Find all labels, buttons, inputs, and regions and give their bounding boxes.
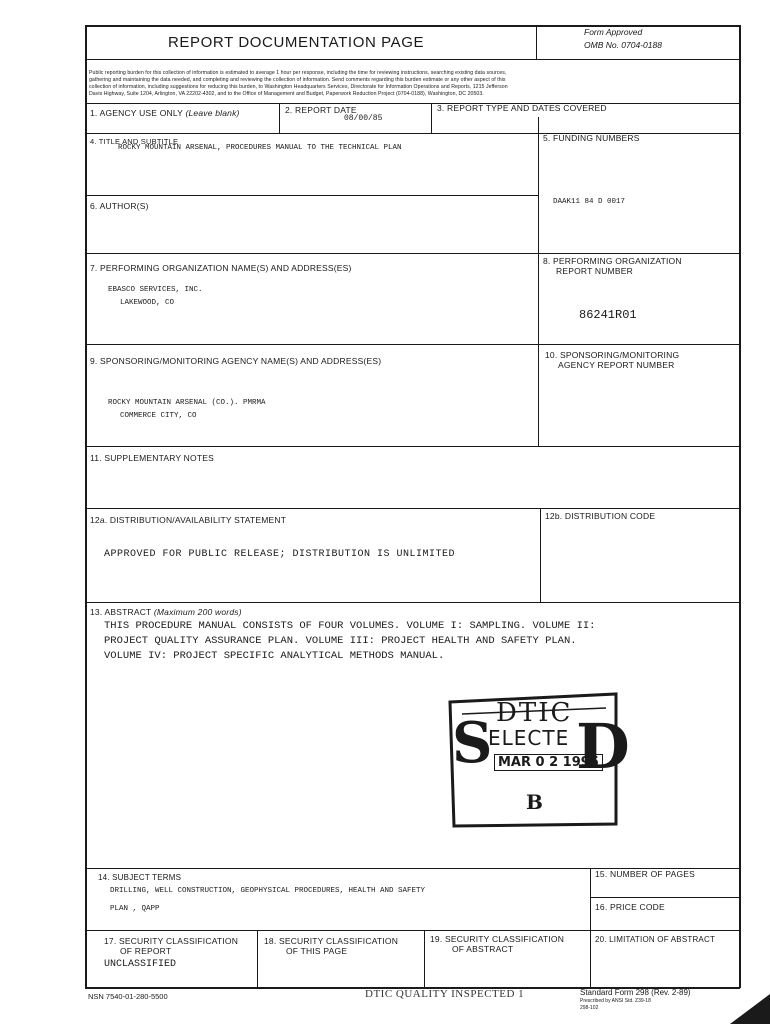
header-divider (85, 59, 740, 60)
sponsoring-report-label-2: AGENCY REPORT NUMBER (558, 360, 675, 370)
dtic-stamp (448, 690, 630, 830)
title-subtitle-value: ROCKY MOUNTAIN ARSENAL, PROCEDURES MANUAL TO THE TECHNICAL PLAN (118, 144, 402, 152)
standard-form: Standard Form 298 (Rev. 2-89) (580, 988, 691, 997)
dtic-quality-stamp: DTIC QUALITY INSPECTED 1 (365, 988, 525, 1000)
header-vert (536, 25, 537, 59)
performing-org-line2: LAKEWOOD, CO (120, 299, 175, 307)
security-page-label-2: OF THIS PAGE (286, 946, 348, 956)
prescribed-by: Prescribed by ANSI Std. Z39-18 (580, 998, 651, 1004)
sponsoring-agency-line2: COMMERCE CITY, CO (120, 412, 197, 420)
nsn-number: NSN 7540-01-280-5500 (88, 992, 168, 1001)
report-date-value: 08/00/85 (344, 114, 383, 123)
abstract-line-3: VOLUME IV: PROJECT SPECIFIC ANALYTICAL METHODS MANUAL. (104, 650, 445, 662)
price-code-label: 16. PRICE CODE (595, 902, 665, 912)
performing-report-label-1: 8. PERFORMING ORGANIZATION (543, 256, 682, 266)
security-abstract-label-2: OF ABSTRACT (452, 944, 514, 954)
abstract-line-1: THIS PROCEDURE MANUAL CONSISTS OF FOUR VOLUMES. VOLUME I: SAMPLING. VOLUME II: (104, 620, 596, 632)
subject-terms-label: 14. SUBJECT TERMS (98, 873, 182, 882)
report-date-label: 2. REPORT DATE (285, 105, 357, 115)
corner-artifact (730, 994, 770, 1024)
performing-org-line1: EBASCO SERVICES, INC. (108, 286, 203, 294)
form-code: 298-102 (580, 1005, 599, 1011)
stamp-bottom-letter: B (526, 790, 543, 814)
stamp-right-letter: D (576, 710, 630, 783)
performing-org-label: 7. PERFORMING ORGANIZATION NAME(S) AND ADDRESS(ES) (90, 263, 352, 273)
supplementary-notes-label: 11. SUPPLEMENTARY NOTES (90, 453, 214, 463)
subject-terms-line1: DRILLING, WELL CONSTRUCTION, GEOPHYSICAL PROCEDURES, HEALTH AND SAFETY (110, 887, 426, 895)
distribution-code-label: 12b. DISTRIBUTION CODE (545, 511, 656, 521)
security-abstract-label-1: 19. SECURITY CLASSIFICATION (430, 934, 565, 944)
performing-report-number: 86241R01 (579, 308, 637, 322)
abstract-line-2: PROJECT QUALITY ASSURANCE PLAN. VOLUME III: PROJECT HEALTH AND SAFETY PLAN. (104, 635, 577, 647)
agency-use-label: 1. AGENCY USE ONLY (Leave blank) (90, 108, 240, 118)
security-report-value: UNCLASSIFIED (104, 959, 177, 970)
form-approved-label: Form Approved (584, 27, 643, 37)
stamp-left-letter: S (452, 710, 493, 776)
limitation-abstract-label: 20. LIMITATION OF ABSTRACT (595, 935, 716, 944)
page-title: REPORT DOCUMENTATION PAGE (168, 34, 425, 51)
burden-divider (85, 103, 740, 104)
sponsoring-report-label-1: 10. SPONSORING/MONITORING (545, 350, 680, 360)
stamp-date: MAR 0 2 1995 (494, 754, 603, 771)
funding-numbers-label: 5. FUNDING NUMBERS (543, 133, 640, 143)
number-of-pages-label: 15. NUMBER OF PAGES (595, 869, 695, 879)
omb-number: OMB No. 0704-0188 (584, 40, 662, 50)
subject-terms-line2: PLAN , QAPP (110, 905, 160, 913)
security-report-label-2: OF REPORT (120, 946, 172, 956)
authors-label: 6. AUTHOR(S) (90, 201, 149, 211)
agency-use-hint: (Leave blank) (185, 108, 240, 118)
distribution-statement-label: 12a. DISTRIBUTION/AVAILABILITY STATEMENT (90, 515, 287, 525)
dtic-text: DTIC (496, 698, 573, 728)
frame-left (85, 25, 87, 988)
sponsoring-agency-label: 9. SPONSORING/MONITORING AGENCY NAME(S) AND ADDRESS(ES) (90, 356, 382, 366)
title-subtitle-label: 4. TITLE AND SUBTITLE (90, 137, 179, 146)
electe-text: ELECTE (488, 726, 570, 750)
security-report-label-1: 17. SECURITY CLASSIFICATION (104, 936, 239, 946)
funding-numbers-value: DAAK11 84 D 0017 (553, 198, 626, 206)
sponsoring-agency-line1: ROCKY MOUNTAIN ARSENAL (CO.). PMRMA (108, 399, 266, 407)
abstract-label: 13. ABSTRACT (Maximum 200 words) (90, 607, 242, 617)
frame-right (739, 25, 741, 988)
abstract-hint: (Maximum 200 words) (153, 607, 242, 617)
distribution-statement-value: APPROVED FOR PUBLIC RELEASE; DISTRIBUTION IS UNLIMITED (104, 549, 456, 560)
report-type-label: 3. REPORT TYPE AND DATES COVERED (437, 103, 607, 113)
security-page-label-1: 18. SECURITY CLASSIFICATION (264, 936, 399, 946)
performing-report-label-2: REPORT NUMBER (556, 266, 633, 276)
